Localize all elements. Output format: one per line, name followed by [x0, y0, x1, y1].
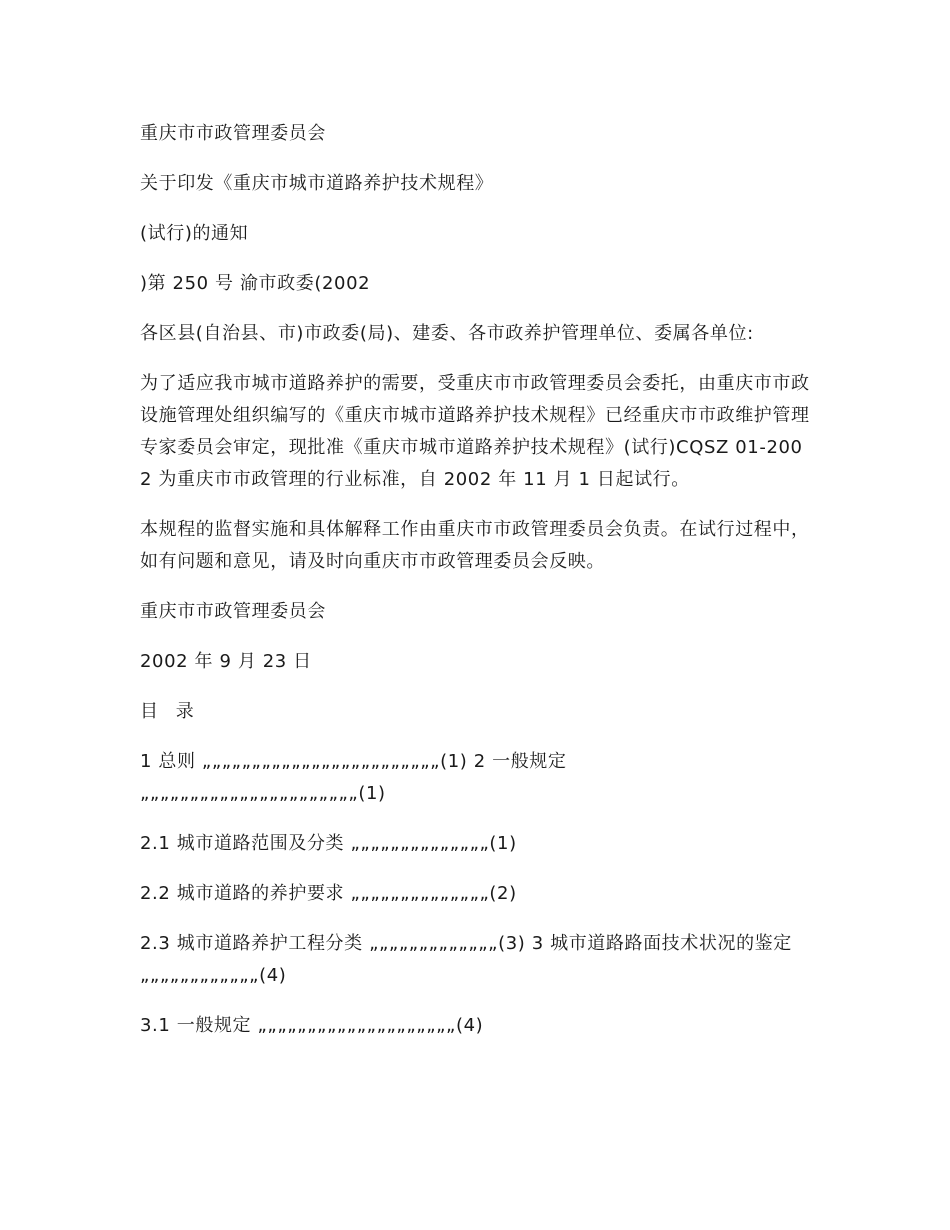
toc-entry: 2.2 城市道路的养护要求 „„„„„„„„„„„„„„(2) — [140, 883, 517, 904]
toc-entry: 2.3 城市道路养护工程分类 „„„„„„„„„„„„„(3) 3 城市道路路面技术状况的鉴定 „„„„„„„„„„„„(4) — [140, 933, 792, 986]
toc-entry: 2.1 城市道路范围及分类 „„„„„„„„„„„„„„(1) — [140, 833, 517, 854]
notice-title-line2: (试行)的通知 — [140, 223, 249, 244]
body-paragraph-2: 本规程的监督实施和具体解释工作由重庆市市政管理委员会负责。在试行过程中，如有问题和意见，请及时向重庆市市政管理委员会反映。 — [140, 519, 810, 572]
toc-entry: 3.1 一般规定 „„„„„„„„„„„„„„„„„„„„(4) — [140, 1015, 484, 1036]
toc-heading: 目 录 — [140, 701, 200, 722]
document-number: )第 250 号 渝市政委(2002 — [140, 273, 371, 294]
recipients: 各区县(自治县、市)市政委(局)、建委、各市政养护管理单位、委属各单位: — [140, 323, 754, 344]
signature: 重庆市市政管理委员会 — [140, 601, 326, 622]
issuer-name: 重庆市市政管理委员会 — [140, 123, 326, 144]
body-paragraph-1: 为了适应我市城市道路养护的需要，受重庆市市政管理委员会委托，由重庆市市政设施管理处组织编写的《重庆市城市道路养护技术规程》已经重庆市市政维护管理专家委员会审定，现批准《重庆市城市道路养护技术规程》(试行)CQSZ 01-2002 为重庆市市政管理的行业标准，自 2002 年 11 月 1 日起试行。 — [140, 373, 810, 490]
toc-entry: 1 总则 „„„„„„„„„„„„„„„„„„„„„„„„(1) 2 一般规定 „„„„„„„„„„„„„„„„„„„„„„(1) — [140, 751, 567, 804]
issue-date: 2002 年 9 月 23 日 — [140, 651, 312, 672]
document-page — [140, 118, 812, 1060]
notice-title-line1: 关于印发《重庆市城市道路养护技术规程》 — [140, 173, 494, 194]
